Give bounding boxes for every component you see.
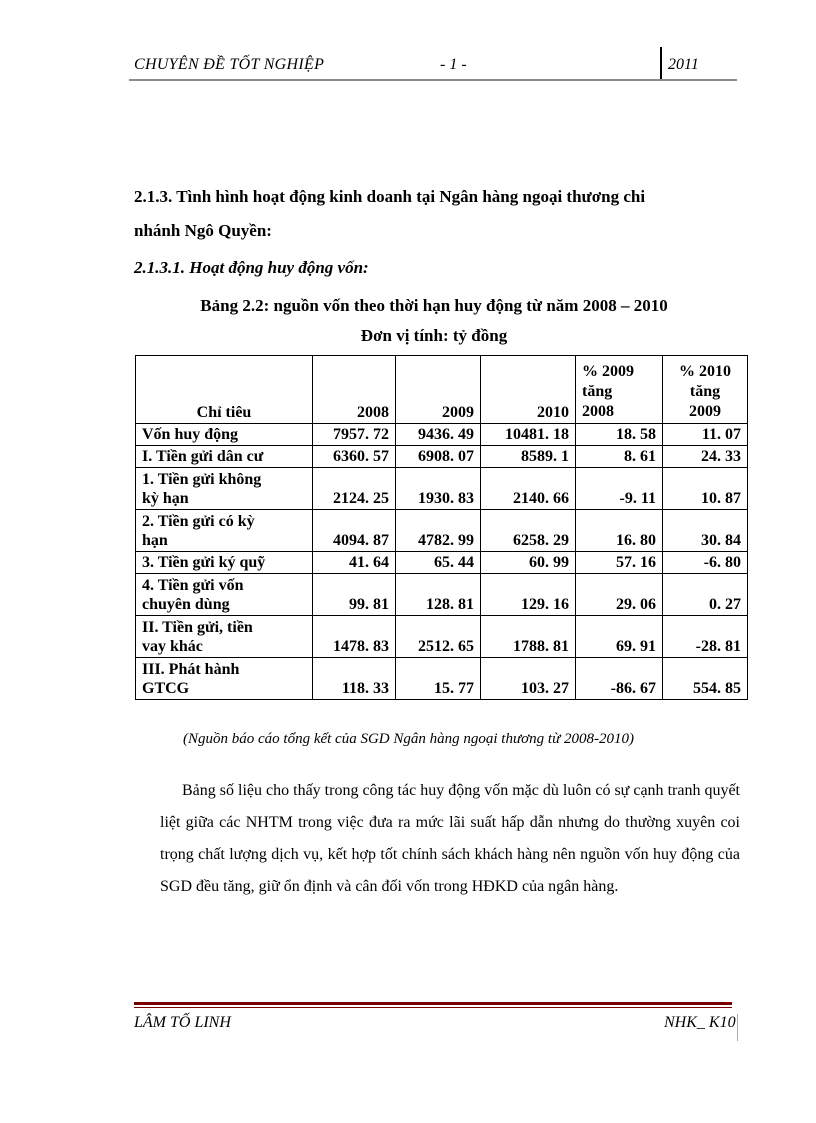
header-2008: 2008 — [313, 356, 396, 424]
body-paragraph: Bảng số liệu cho thấy trong công tác huy động vốn mặc dù luôn có sự cạnh tranh quyết liệt giữa các NHTM trong việc đưa ra mức lãi suất hấp dẫn nhưng do thường xuyên coi trọng chất lượng dịch vụ, kết hợp tốt chính sách khách hàng nên nguồn vốn huy động của SGD đều tăng, giữ ổn định và cân đối vốn trong HĐKD của ngân hàng. — [160, 782, 740, 895]
row-label — [136, 658, 313, 700]
cell-pct-2009-2008: 16. 80 — [576, 510, 663, 552]
footer-rule-thin — [134, 1007, 732, 1008]
cell-pct-2010-2009: -6. 80 — [663, 552, 748, 574]
header-pct-2010-2009 — [663, 356, 748, 424]
row-label-line2: hạn — [142, 532, 168, 549]
cell-2009: 2512. 65 — [396, 616, 481, 658]
header-title: CHUYÊN ĐỀ TỐT NGHIỆP — [134, 56, 325, 73]
cell-pct-2009-2008: -86. 67 — [576, 658, 663, 700]
header-pct-2010-2009-l2: tăng — [689, 383, 721, 400]
cell-pct-2010-2009: 30. 84 — [663, 510, 748, 552]
header-pct-2009-2008-l2: tăng — [582, 383, 613, 400]
cell-pct-2009-2008: 57. 16 — [576, 552, 663, 574]
table-header-row — [136, 356, 748, 424]
header-pct-2010-2009-l1: % 2010 — [679, 363, 731, 380]
table-unit: Đơn vị tính: tỷ đồng — [360, 326, 508, 345]
cell-2008: 6360. 57 — [313, 446, 396, 468]
cell-2009: 1930. 83 — [396, 468, 481, 510]
footer-class: NHK_ K10 — [664, 1014, 736, 1031]
row-label: I. Tiền gửi dân cư — [136, 446, 313, 468]
table-row — [136, 658, 748, 700]
section-heading-line2: nhánh Ngô Quyền: — [134, 221, 272, 240]
header-2010: 2010 — [481, 356, 576, 424]
cell-2010: 129. 16 — [481, 574, 576, 616]
header-chi-tieu: Chỉ tiêu — [136, 356, 313, 424]
row-label — [136, 574, 313, 616]
row-label-line1: II. Tiền gửi, tiền — [142, 619, 253, 636]
cell-2010: 103. 27 — [481, 658, 576, 700]
footer-divider — [737, 1014, 738, 1041]
table-source: (Nguồn báo cáo tổng kết của SGD Ngân hàng ngoại thương từ 2008-2010) — [183, 731, 634, 747]
footer-author: LÂM TỐ LINH — [134, 1014, 231, 1031]
header-rule — [129, 79, 737, 81]
capital-table — [135, 355, 748, 700]
row-label-line1: 4. Tiền gửi vốn — [142, 577, 244, 594]
cell-2008: 99. 81 — [313, 574, 396, 616]
header-divider — [660, 47, 662, 80]
cell-2008: 2124. 25 — [313, 468, 396, 510]
cell-pct-2009-2008: 18. 58 — [576, 424, 663, 446]
table-row — [136, 446, 748, 468]
row-label — [136, 616, 313, 658]
cell-2008: 7957. 72 — [313, 424, 396, 446]
header-year: 2011 — [668, 56, 699, 73]
header-2009: 2009 — [396, 356, 481, 424]
header-pct-2009-2008-l3: 2008 — [582, 403, 614, 420]
table-row — [136, 552, 748, 574]
cell-2009: 15. 77 — [396, 658, 481, 700]
cell-pct-2010-2009: 24. 33 — [663, 446, 748, 468]
cell-2010: 6258. 29 — [481, 510, 576, 552]
cell-2010: 8589. 1 — [481, 446, 576, 468]
row-label-line2: chuyên dùng — [142, 596, 230, 613]
table-row — [136, 616, 748, 658]
cell-2008: 4094. 87 — [313, 510, 396, 552]
row-label-line2: vay khác — [142, 638, 203, 655]
row-label: 3. Tiền gửi ký quỹ — [136, 552, 313, 574]
cell-2008: 118. 33 — [313, 658, 396, 700]
cell-2009: 9436. 49 — [396, 424, 481, 446]
cell-pct-2010-2009: 0. 27 — [663, 574, 748, 616]
cell-pct-2010-2009: -28. 81 — [663, 616, 748, 658]
row-label-line1: III. Phát hành — [142, 661, 240, 678]
cell-pct-2009-2008: 29. 06 — [576, 574, 663, 616]
table-row — [136, 468, 748, 510]
cell-pct-2009-2008: -9. 11 — [576, 468, 663, 510]
footer-rule-thick — [134, 1002, 732, 1005]
row-label — [136, 510, 313, 552]
cell-pct-2009-2008: 69. 91 — [576, 616, 663, 658]
cell-2009: 128. 81 — [396, 574, 481, 616]
row-label-line2: kỳ hạn — [142, 490, 189, 507]
cell-2010: 10481. 18 — [481, 424, 576, 446]
header-pct-2009-2008-l1: % 2009 — [582, 363, 634, 380]
row-label-line1: 1. Tiền gửi không — [142, 471, 262, 488]
page-number: - 1 - — [440, 56, 467, 73]
table-row — [136, 424, 748, 446]
cell-pct-2009-2008: 8. 61 — [576, 446, 663, 468]
cell-2010: 60. 99 — [481, 552, 576, 574]
row-label — [136, 468, 313, 510]
row-label: Vốn huy động — [136, 424, 313, 446]
subsection-heading: 2.1.3.1. Hoạt động huy động vốn: — [134, 258, 369, 277]
row-label-line1: 2. Tiền gửi có kỳ — [142, 513, 255, 530]
table-row — [136, 574, 748, 616]
cell-pct-2010-2009: 10. 87 — [663, 468, 748, 510]
section-heading-line1: 2.1.3. Tình hình hoạt động kinh doanh tại Ngân hàng ngoại thương chi — [134, 187, 646, 206]
cell-2008: 1478. 83 — [313, 616, 396, 658]
cell-pct-2010-2009: 11. 07 — [663, 424, 748, 446]
cell-2009: 65. 44 — [396, 552, 481, 574]
cell-2010: 2140. 66 — [481, 468, 576, 510]
cell-2008: 41. 64 — [313, 552, 396, 574]
cell-2009: 4782. 99 — [396, 510, 481, 552]
cell-2010: 1788. 81 — [481, 616, 576, 658]
header-pct-2010-2009-l3: 2009 — [689, 403, 721, 420]
table-row — [136, 510, 748, 552]
header-pct-2009-2008 — [576, 356, 663, 424]
row-label-line2: GTCG — [142, 680, 190, 697]
cell-2009: 6908. 07 — [396, 446, 481, 468]
cell-pct-2010-2009: 554. 85 — [663, 658, 748, 700]
table-caption: Bảng 2.2: nguồn vốn theo thời hạn huy động từ năm 2008 – 2010 — [200, 296, 668, 315]
